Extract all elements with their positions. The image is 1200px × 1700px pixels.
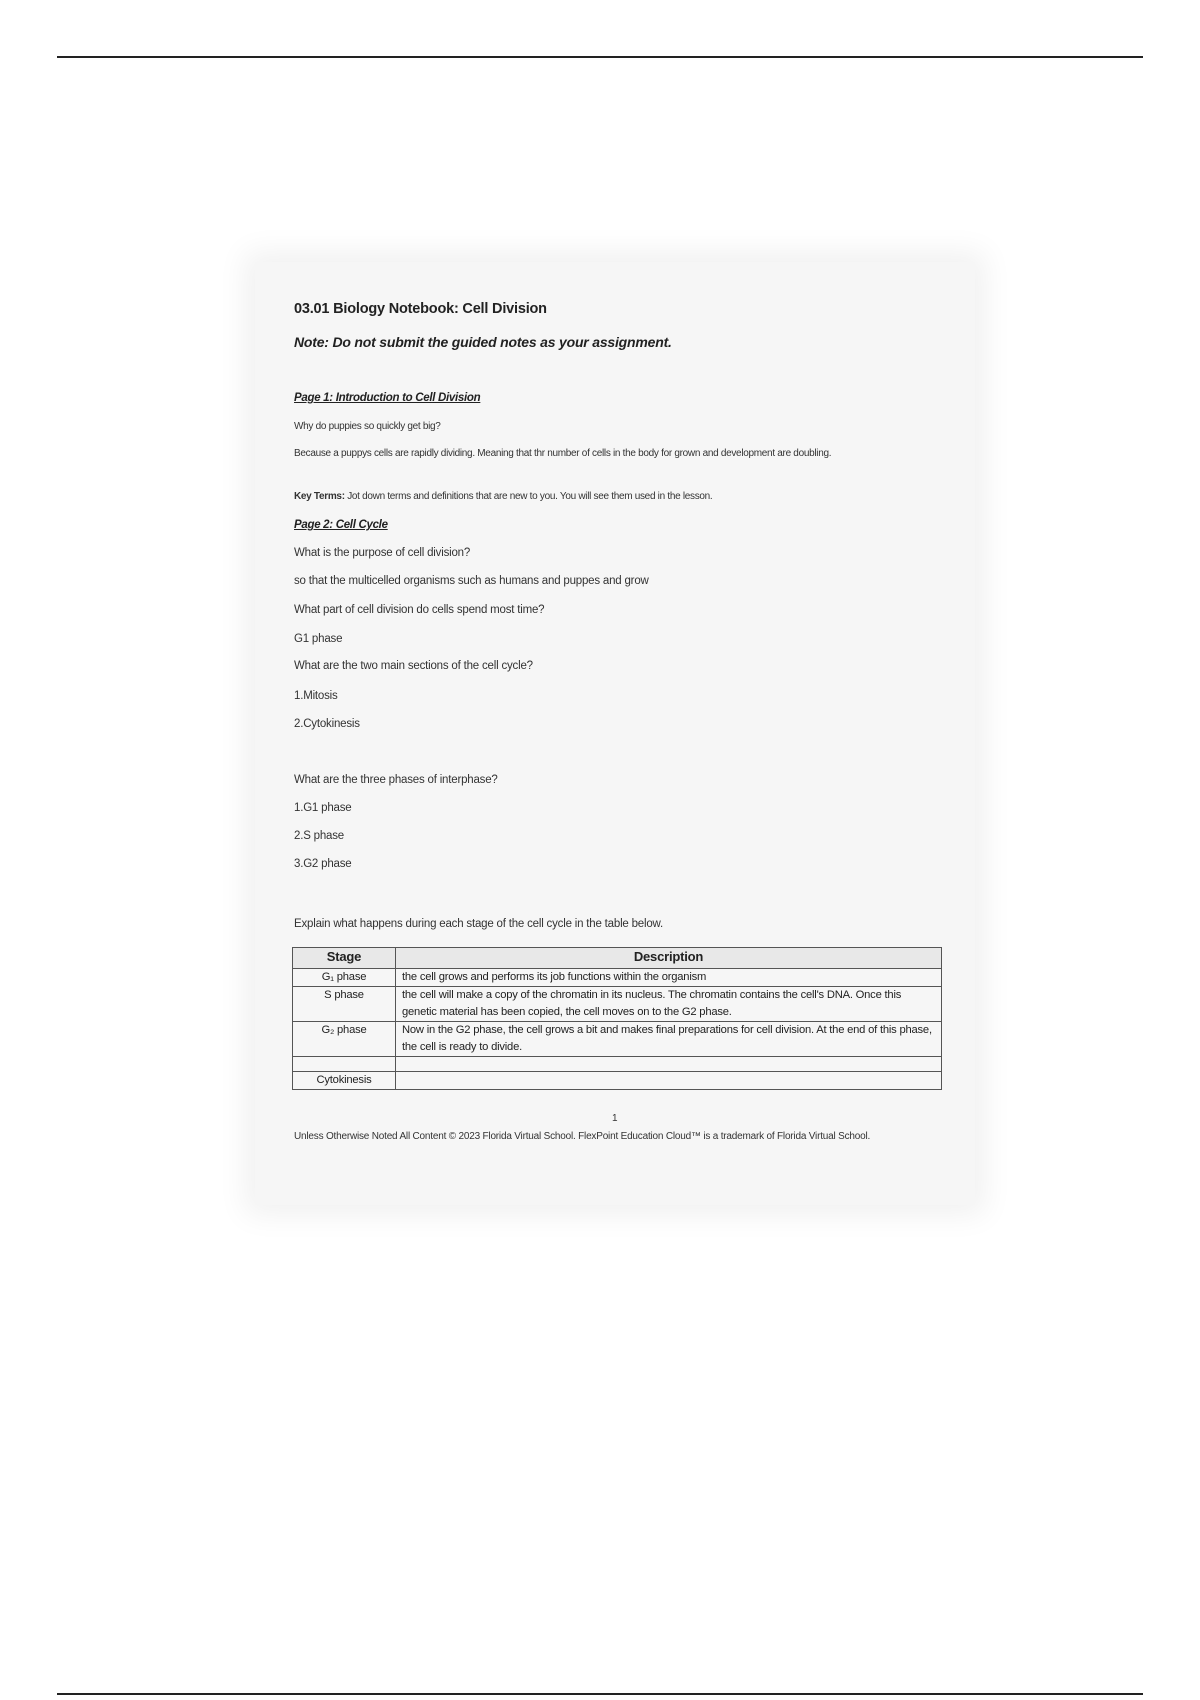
document-title: 03.01 Biology Notebook: Cell Division — [294, 301, 547, 317]
table-row — [293, 1057, 942, 1072]
key-terms-text: Jot down terms and definitions that are new to you. You will see them used in the lesson. — [344, 491, 713, 502]
description-cell: the cell will make a copy of the chromatin in its nucleus. The chromatin contains the cell's DNA. Once this genetic material has been copied, the cell moves on to the G2 phase. — [396, 987, 942, 1022]
stage-header: Stage — [293, 948, 396, 969]
description-cell — [396, 1057, 942, 1072]
phase-item: 1.G1 phase — [294, 802, 352, 814]
phase-item: 2.S phase — [294, 830, 344, 842]
assignment-note: Note: Do not submit the guided notes as your assignment. — [294, 334, 672, 350]
description-cell: Now in the G2 phase, the cell grows a bit and makes final preparations for cell division. At the end of this phase, the cell is ready to divide. — [396, 1022, 942, 1057]
purpose-question: What is the purpose of cell division? — [294, 547, 471, 559]
stage-cell: Cytokinesis — [293, 1072, 396, 1090]
purpose-answer: so that the multicelled organisms such as humans and puppes and grow — [294, 575, 649, 587]
table-row — [293, 1022, 942, 1057]
bottom-divider — [57, 1693, 1143, 1695]
table-row — [293, 969, 942, 987]
description-header: Description — [396, 948, 942, 969]
interphase-question: What are the three phases of interphase? — [294, 774, 498, 786]
key-terms-label: Key Terms: — [294, 491, 345, 502]
phase-item: 3.G2 phase — [294, 858, 352, 870]
stage-cell — [293, 1057, 396, 1072]
table-header-row — [293, 948, 942, 969]
copyright-footer: Unless Otherwise Noted All Content © 2023 Florida Virtual School. FlexPoint Education Cloud™ is a trademark of Florida Virtual School. — [294, 1131, 871, 1142]
top-divider — [57, 56, 1143, 58]
description-cell — [396, 1072, 942, 1090]
time-answer: G1 phase — [294, 633, 343, 645]
page2-heading: Page 2: Cell Cycle — [294, 519, 388, 531]
table-row — [293, 987, 942, 1022]
page1-heading: Page 1: Introduction to Cell Division — [294, 392, 481, 404]
table-intro: Explain what happens during each stage of the cell cycle in the table below. — [294, 918, 664, 930]
page1-answer: Because a puppys cells are rapidly dividing. Meaning that thr number of cells in the body for grown and development are doubling. — [294, 448, 832, 459]
sections-question: What are the two main sections of the cell cycle? — [294, 660, 533, 672]
section-item: 1.Mitosis — [294, 690, 338, 702]
page-number: 1 — [612, 1113, 618, 1124]
stage-cell: G₂ phase — [293, 1022, 396, 1057]
cell-cycle-table — [292, 947, 942, 1090]
page1-question: Why do puppies so quickly get big? — [294, 421, 441, 432]
time-question: What part of cell division do cells spend most time? — [294, 604, 545, 616]
description-cell: the cell grows and performs its job functions within the organism — [396, 969, 942, 987]
table-row — [293, 1072, 942, 1090]
section-item: 2.Cytokinesis — [294, 718, 360, 730]
key-terms-line — [294, 491, 712, 502]
stage-cell: S phase — [293, 987, 396, 1022]
stage-cell: G₁ phase — [293, 969, 396, 987]
